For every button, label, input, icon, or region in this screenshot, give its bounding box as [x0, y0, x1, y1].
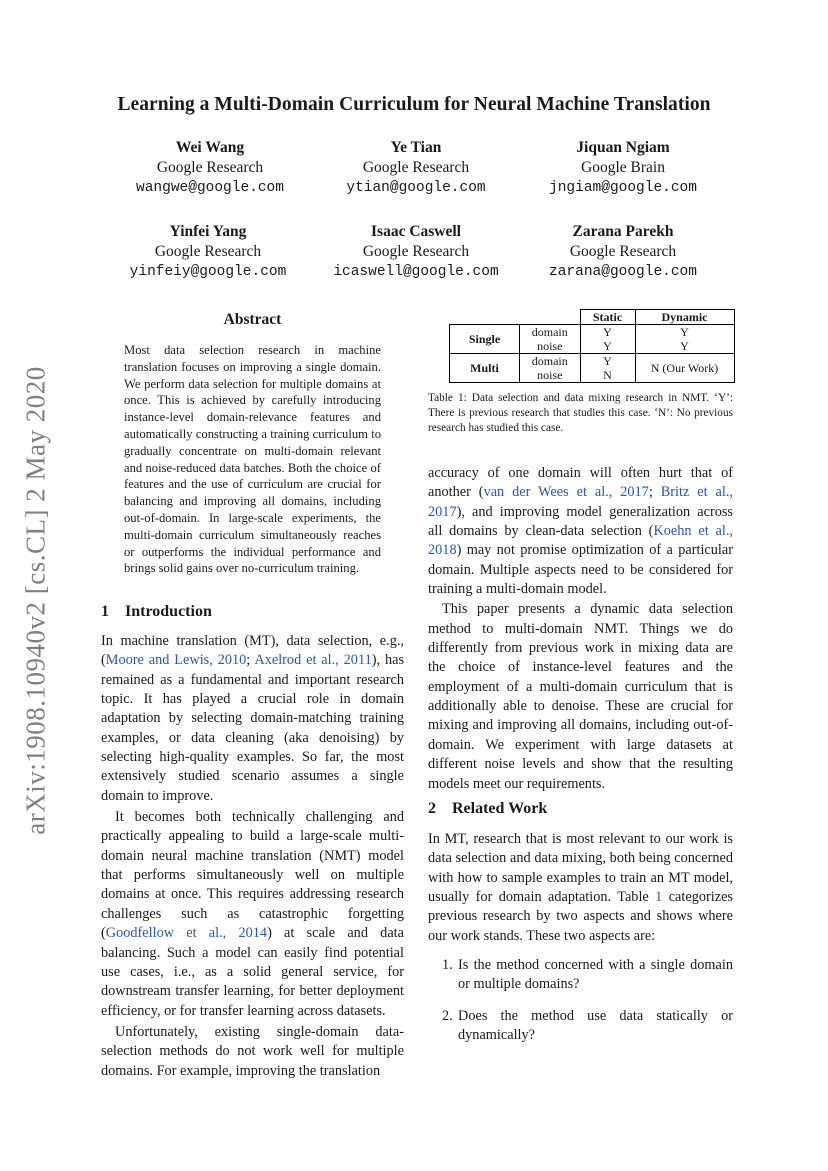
text-run: ), and improving model generalization across all domains by clean-data selection (: [428, 503, 733, 540]
section-title: Related Work: [452, 800, 548, 817]
aspect-list: [428, 956, 733, 1045]
table-cell: Y: [635, 339, 734, 354]
text-run: ;: [246, 652, 255, 669]
table-row-label: Multi: [450, 354, 520, 383]
author-email[interactable]: zarana@google.com: [549, 264, 697, 280]
author-affiliation: Google Brain: [581, 159, 665, 176]
text-run: It becomes both technically challenging and practically appealing to build a large-scale multi-domain neural machine translation (NMT) model that performs simultaneously well on multiple domains at once. This requires addressing research challenges such as catastrophic forgetting (: [101, 809, 404, 942]
section-number: 1: [101, 603, 109, 620]
table-corner: [450, 310, 520, 325]
citation-link[interactable]: Britz et al., 2017: [428, 484, 733, 520]
text-run: ) may not promise optimization of a particular domain. Multiple aspects need to be considered for training a multi-domain model.: [428, 542, 733, 598]
citation-link[interactable]: Moore and Lewis, 2010: [105, 652, 247, 669]
arxiv-stamp: [16, 360, 56, 840]
table-cell: Y: [635, 325, 734, 340]
abstract-text: Most data selection research in machine translation focuses on improving a single domain. We perform data selection for multiple domains at once. This is achieved by carefully introducing instance-level domain-relevance features and automatically constructing a training curriculum to gradually concentrate on multi-domain relevant and noise-reduced data batches. Both the choice of features and the use of curriculum are crucial for balancing and improving all domains, including out-of-domain. In large-scale experiments, the multi-domain curriculum simultaneously reaches or outperforms the individual performance and brings solid gains over no-curriculum training.: [124, 343, 381, 576]
related-work-body: [428, 830, 733, 1045]
author-card: [508, 138, 738, 198]
table-reference-link[interactable]: 1: [655, 889, 663, 906]
citation-link[interactable]: Goodfellow et al., 2014: [105, 925, 268, 942]
list-number: 2.: [442, 1007, 453, 1024]
arxiv-stamp-text: arXiv:1908.10940v2 [cs.CL] 2 May 2020: [20, 365, 51, 835]
author-card: [95, 138, 325, 198]
list-item: [428, 956, 733, 995]
table-cell: domain: [520, 354, 581, 369]
table-row-label: Single: [450, 325, 520, 354]
author-affiliation: Google Research: [156, 159, 264, 176]
author-card: [93, 222, 323, 282]
author-card: [301, 222, 531, 282]
table-header-static: Static: [580, 310, 635, 325]
right-column-body: [428, 464, 733, 794]
text-run: In machine translation (MT), data selection, e.g., (: [101, 633, 404, 669]
abstract-heading: Abstract: [223, 311, 282, 328]
author-name: Isaac Caswell: [371, 223, 461, 240]
paragraph: [428, 464, 733, 599]
table-cell: N: [580, 368, 635, 383]
author-email[interactable]: yinfeiy@google.com: [129, 264, 287, 280]
text-run: accuracy of one domain will often hurt that of another (: [428, 465, 733, 501]
text-run: ), has remained as a fundamental and important research topic. It has played a crucial role in domain adaptation by selecting domain-matching training examples, or data cleaning (aka denoising) by selecting high-quality examples. So far, the most extensively studied scenario assumes a single domain to improve.: [101, 652, 405, 804]
author-affiliation: Google Research: [154, 243, 262, 260]
author-name: Ye Tian: [390, 139, 442, 156]
list-item-text: Does the method use data statically or dynamically?: [458, 1007, 733, 1044]
section-number: 2: [428, 800, 436, 817]
text-run: In MT, research that is most relevant to our work is data selection and data mixing, both being concerned with how to sample examples to train an MT model, usually for domain adaptation. Table: [428, 831, 733, 906]
section-heading-related-work: [428, 800, 547, 818]
paragraph: This paper presents a dynamic data selection method to multi-domain NMT. Things we do differently from previous work in mixing data are the choice of instance-level features and the employment of a multi-domain curriculum that is additionally able to denoise. These are crucial for mixing and improving all domains, including out-of-domain. We experiment with large datasets at different noise levels and show that the resulting models meet our requirements.: [428, 601, 733, 792]
author-card: [301, 138, 531, 198]
paper-title: Learning a Multi-Domain Curriculum for Neural Machine Translation: [117, 94, 711, 115]
paragraph: [101, 632, 404, 806]
citation-link[interactable]: van der Wees et al., 2017: [483, 484, 649, 501]
text-run: ;: [648, 484, 661, 501]
table-cell: noise: [537, 339, 563, 353]
table-corner: [520, 310, 581, 325]
list-item-text: Is the method concerned with a single domain or multiple domains?: [458, 957, 733, 993]
section-heading-introduction: [101, 603, 212, 621]
table-cell-our-work: N (Our Work): [635, 354, 734, 383]
text-run: categorizes previous research by two aspects and shows where our work stands. These two aspects are:: [428, 889, 734, 944]
author-affiliation: Google Research: [362, 243, 470, 260]
author-name: Yinfei Yang: [169, 223, 247, 240]
table-cell: Y: [580, 325, 635, 340]
author-affiliation: Google Research: [362, 159, 470, 176]
section-title: Introduction: [125, 603, 212, 620]
introduction-body: [101, 632, 404, 1081]
table-cell: noise: [520, 368, 581, 383]
table-1: [449, 309, 735, 383]
author-email[interactable]: jngiam@google.com: [549, 180, 697, 196]
summary-table: [449, 309, 735, 383]
paragraph: Unfortunately, existing single-domain data-selection methods do not work well for multiple domains. For example, improving the translation: [101, 1023, 404, 1079]
author-name: Jiquan Ngiam: [576, 139, 670, 156]
table-cell: domain: [520, 325, 581, 340]
table-cell: Y: [580, 354, 635, 369]
text-run: ) at scale and data balancing. Such a model can easily find potential use cases, i.e., as a solid general service, for downstream transfer learning, for better deployment efficiency, or for transfer learning across datasets.: [101, 925, 404, 1019]
citation-link[interactable]: Koehn et al., 2018: [428, 523, 733, 559]
paragraph: [101, 808, 404, 1021]
author-name: Zarana Parekh: [572, 223, 674, 240]
list-item: [428, 1007, 733, 1046]
paragraph: [428, 830, 733, 946]
author-email[interactable]: wangwe@google.com: [136, 180, 284, 196]
author-email[interactable]: ytian@google.com: [346, 180, 486, 196]
table-header-dynamic: Dynamic: [635, 310, 734, 325]
table-cell: Y: [580, 339, 635, 354]
author-affiliation: Google Research: [569, 243, 677, 260]
table-caption: Table 1: Data selection and data mixing research in NMT. ‘Y’: There is previous research that studies this case. ‘N’: No previous research has studied this case.: [428, 392, 733, 434]
author-name: Wei Wang: [175, 139, 245, 156]
list-number: 1.: [442, 957, 453, 974]
author-email[interactable]: icaswell@google.com: [333, 264, 499, 280]
citation-link[interactable]: Axelrod et al., 2011: [254, 652, 372, 669]
author-card: [508, 222, 738, 282]
